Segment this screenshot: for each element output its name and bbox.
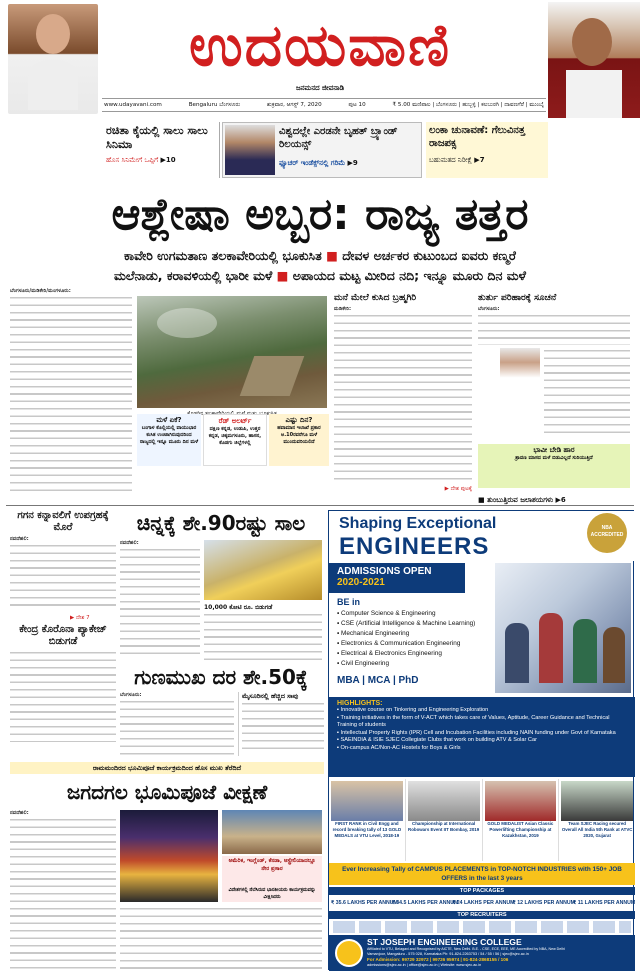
quote-title: ಭಾವೀ ಬೇಡಿ ಹಾರ (533, 446, 575, 454)
students-photo (495, 563, 631, 693)
recovery-rate-article (120, 692, 234, 756)
admissions-banner (329, 563, 465, 593)
edition-date: ಶುಕ್ರವಾರ, ಆಗಸ್ಟ್ 7, 2020 (266, 102, 322, 108)
highlight-item: ▪ Innovative course on Tinkering and Engineering Exploration (337, 707, 489, 713)
be-label: BE in (337, 597, 361, 607)
relief-story[interactable] (478, 292, 630, 498)
highlights-title: HIGHLIGHTS: (337, 700, 383, 707)
why-rain-box (137, 414, 201, 466)
achievement-photo (331, 781, 403, 821)
lead-byline: ಬೆಂಗಳೂರು/ಮಡಿಕೇರಿ/ಮಂಗಳೂರು: (10, 288, 71, 294)
recruiters-title: TOP RECRUITERS (329, 911, 635, 919)
teaser-rachita[interactable] (102, 122, 220, 178)
package-item: ₹ 11 LAKHS PER ANNUM (573, 900, 636, 906)
teaser-page: ▶10 (160, 156, 176, 164)
course-item: ▪ Mechanical Engineering (337, 630, 410, 637)
quote-box (478, 444, 630, 488)
placements-banner: Ever Increasing Tally of CAMPUS PLACEMENTS in TOP-NOTCH INDUSTRIES with 150+ JOB OFFERS in the last 3 years (329, 863, 635, 885)
dateline-bar (102, 98, 546, 112)
college-affiliation: Affiliated to VTU, Belagavi and Recognised by AICTE, New Delhi. B.E. - CSE, ECE, EEE, ME Accredited by NBA, New Delhi (367, 947, 565, 951)
story-byline: ನವದೆಹಲಿ: (120, 540, 139, 546)
college-footer (329, 935, 635, 971)
highlight-item: ▪ SAEINDIA & ISIE SJEC Collegiate Clubs that work on building ATV & Solar Car (337, 737, 537, 744)
price-editions: ₹ 5.00 ಮಣಿಪಾಲ | ಬೆಂಗಳೂರು | ಹುಬ್ಬಳ್ಳಿ | ಕಲಬುರಗಿ | ದಾವಣಗೆರೆ | ಮುಂಬೈ (392, 102, 544, 108)
story-byline: ನವದೆಹಲಿ: (10, 536, 29, 542)
college-name: ST JOSEPH ENGINEERING COLLEGE (367, 937, 522, 947)
ad-header (329, 511, 635, 561)
gold-loan-article (120, 540, 200, 660)
actress-photo (8, 4, 98, 114)
recruiter-logos (333, 921, 631, 933)
temple-headline[interactable]: ಜಗದಗಲ ಭೂಮಿಪೂಜೆ ವೀಕ್ಷಣೆ (66, 780, 268, 804)
edition-city: Bengaluru ಬೆಂಗಳೂರು (188, 102, 241, 108)
more-link[interactable]: ▶ ದೇಶ 7 (70, 615, 90, 621)
achievement-photo (485, 781, 557, 821)
achievement-card (559, 779, 635, 861)
box-text: ದಕ್ಷಿಣ ಕನ್ನಡ, ಉಡುಪಿ, ಉತ್ತರ ಕನ್ನಡ, ಚಿಕ್ಕಮಗಳೂರು, ಹಾಸನ, ಕೊಡಗು ಜಿಲ್ಲೆಗಳಲ್ಲಿ (208, 426, 262, 446)
gold-loan-headline[interactable]: ಚಿನ್ನಕ್ಕೆ ಶೇ.90ರಷ್ಟು ಸಾಲ (136, 511, 306, 535)
teaser-sub: ಫ್ಯೂಚರ್ ಇಂಡೆಕ್ಸ್‌ನಲ್ಲಿ ಗರಿಮೆ (279, 159, 346, 167)
recovery-rate-headline[interactable]: ಗುಣಮುಖ ದರ ಶೇ.50ಕ್ಕೆ (134, 665, 308, 689)
more-link[interactable]: ▶ ದೇಶ ಪುಟಕ್ಕೆ (444, 486, 472, 492)
quote-text: ಶ್ರಾವಣ ಮಾಸದ ಮಳೆ ಬಿಡುವಿಲ್ಲದೆ ಸುರಿಯುತ್ತಿದೆ (515, 455, 593, 461)
temple-kicker: ರಾಮಮಂದಿರದ ಭೂಮಿಪೂಜೆ ಕಾರ್ಯಕ್ರಮದಿಂದ ಹೊಸ ಮುಖ ತೆರೆದಿದೆ (10, 762, 324, 774)
page-count: ಪುಟ 10 (348, 102, 366, 108)
course-item: ▪ CSE (Artificial Intelligence & Machine Learning) (337, 620, 476, 627)
packages-title: TOP PACKAGES (329, 887, 635, 895)
achievement-text: FIRST RANK in Civil Engg and record breaking tally of 13 GOLD MEDALS at VTU Level, 2018-19 (332, 821, 402, 838)
teaser-title: ಲಂಕಾ ಚುನಾವಣೆ: ಗೆಲುವಿನತ್ತ ರಾಜಪಕ್ಸ (429, 125, 526, 149)
teaser-sub: ಬಹುಮತದ ನಿರೀಕ್ಷೆ (429, 156, 473, 164)
ambani-photo (225, 125, 275, 175)
brahmagiri-story[interactable] (334, 292, 472, 498)
lead-photo (137, 296, 327, 408)
teaser-strip (0, 118, 640, 180)
times-square-photo (120, 810, 218, 902)
achievement-photo (561, 781, 633, 821)
achievement-card (329, 779, 406, 861)
achievements-row (329, 779, 635, 861)
lead-headline[interactable]: ಆಶ್ಲೇಷಾ ಅಬ್ಬರ: ರಾಜ್ಯ ತತ್ತರ (111, 189, 529, 240)
gold-coins-photo (204, 540, 322, 600)
site-url[interactable]: www.udayavani.com (104, 102, 162, 108)
highlight-item: ▪ Intellectual Property Rights (IPR) Cell and Incubation Facilities including NAIN funding under Govt of Karnataka (337, 729, 616, 736)
packages-row (331, 896, 636, 910)
lead-deck-2: ಮಲೆನಾಡು, ಕರಾವಳಿಯಲ್ಲಿ ಭಾರೀ ಮಳೆ ■ ಅಪಾಯದ ಮಟ್ಟ ಮೀರಿದ ನದಿ; ಇನ್ನೂ ಮೂರು ದಿನ ಮಳೆ (114, 268, 526, 283)
politician-photo (548, 2, 640, 118)
how-long-box (269, 414, 329, 466)
story-title: ಮನೆ ಮೇಲೆ ಕುಸಿದ ಬ್ರಹ್ಮಗಿರಿ (334, 293, 417, 303)
lead-deck-1: ಕಾವೇರಿ ಉಗಮತಾಣ ತಲಕಾವೇರಿಯಲ್ಲಿ ಭೂಕುಸಿತ ■ ದೇವಳ ಅರ್ಚಕರ ಕುಟುಂಬದ ಐವರು ಕಣ್ಮರೆ (124, 248, 516, 263)
college-address: Vamanjoor, Mangaluru - 575 028, Karnataka Ph: 91-824-2263753 / 54 / 55 / 56 | sjec@sjec.ac.in (367, 952, 529, 956)
achievement-photo (408, 781, 480, 821)
college-email[interactable]: admissions@sjec.ac.in | office@sjec.ac.in | Website: www.sjec.ac.in (367, 963, 482, 967)
teaser-sub: ಹೊಸ ಸಿನಿಮೇಗೆ ಒಪ್ಪಿಗೆ (106, 156, 159, 164)
teaser-reliance[interactable] (222, 122, 422, 178)
ad-headline-1: Shaping Exceptional (339, 515, 497, 532)
achievement-text: GOLD MEDALIST Asian Classic Powerlifting Championship at Kazakhstan, 2019 (487, 821, 554, 838)
lead-article-column-1 (10, 288, 132, 498)
box-text: ಹವಾಮಾನ ಇಲಾಖೆ ಪ್ರಕಾರ ಆ.10ರವರೆಗೂ ಮಳೆ ಮುಂದುವರಿಯಲಿದೆ (277, 425, 321, 445)
masthead (0, 0, 640, 118)
masthead-logo[interactable]: ಉದಯವಾಣಿ (188, 11, 452, 79)
course-list (337, 609, 487, 669)
story-byline: ನವದೆಹಲಿ: (10, 810, 29, 816)
achievement-text: Team SJEC Racing secured Overall All India 5th Rank at ATVC 2020, Gujarat (561, 821, 633, 838)
teaser-lanka[interactable] (426, 122, 548, 178)
package-item: ₹ 35.6 LAKHS PER ANNUM (331, 900, 398, 906)
pg-courses: MBA | MCA | PhD (337, 675, 419, 686)
course-item: ▪ Civil Engineering (337, 660, 390, 667)
box-text: ವಿದೇಶಗಳಲ್ಲಿ ನೆಲೆಸಿರುವ ಭಾರತೀಯರು ಕಾರ್ಯಕ್ರಮವನ್ನು ವೀಕ್ಷಿಸಿದರು (228, 888, 316, 900)
box-title: ಮಳೆ ಏಕೆ? (156, 416, 182, 424)
highlight-item: ▪ Training initiatives in the form of V-ACT which takes care of Values, Aptitude, Career Guidance and Technical Training of students (337, 714, 610, 729)
achievement-card (483, 779, 560, 861)
admissions-year: 2020-2021 (337, 577, 385, 588)
package-item: ₹ 24 LAKHS PER ANNUM (452, 900, 515, 906)
temple-article (10, 810, 116, 970)
box-text: ಬಂಗಾಳ ಕೊಲ್ಲಿಯಲ್ಲಿ ವಾಯುಭಾರ ಕುಸಿತ ಉಂಟಾಗಿರುವುದರಿಂದ ರಾಜ್ಯದಲ್ಲಿ ಇನ್ನೂ ಮೂರು ದಿನ ಮಳೆ (139, 425, 199, 445)
college-contact: For Admission: 99729 32972 | 99726 95974 | 91-824-2868155 / 106 (367, 957, 509, 962)
nba-badge: NBA ACCREDITED (587, 513, 627, 553)
course-item: ▪ Electronics & Communication Engineering (337, 640, 461, 647)
masthead-tagline: ಜನಮನದ ಜೀವನಾಡಿ (295, 84, 345, 92)
mysuru-deaths-box (238, 692, 324, 756)
highlight-item: ▪ On-campus AC/Non-AC Hostels for Boys & Girls (337, 744, 461, 751)
course-item: ▪ Electrical & Electronics Engineering (337, 650, 442, 657)
box-title: ಮೈಸೂರಿನಲ್ಲಿ ಹೆಚ್ಚಿದ ಸಾವು (242, 692, 299, 700)
lead-photo-caption: ಭೂಕುಸಿತ (259, 411, 277, 417)
temple-photo-2 (222, 810, 322, 854)
package-item: ₹ 34.5 LAKHS PER ANNUM (391, 900, 459, 906)
red-alert-box (203, 414, 267, 466)
highlights-box (329, 697, 635, 777)
story-title: ತುರ್ತು ಪರಿಹಾರಕ್ಕೆ ಸೂಚನೆ (478, 293, 557, 303)
story-byline: ಬೆಂಗಳೂರು: (478, 306, 500, 312)
broadcast-box (222, 856, 322, 902)
teaser-page: ▶7 (474, 156, 485, 164)
story-title: ಕೇಂದ್ರ ಕೊರೊನಾ ಪ್ಯಾಕೇಜ್ ಬಿಡುಗಡೆ (19, 624, 107, 647)
teaser-title: ರಚಿತಾ ಕೈಯಲ್ಲಿ ಸಾಲು ಸಾಲು ಸಿನಿಮಾ (106, 124, 208, 151)
reservoirs-link[interactable]: ■ ತುಂಬುತ್ತಿರುವ ಜಲಾಶಯಗಳು ▶6 (478, 496, 566, 504)
corona-package-story[interactable] (10, 624, 116, 744)
course-item: ▪ Computer Science & Engineering (337, 610, 436, 617)
package-item: ₹ 12 LAKHS PER ANNUM (512, 900, 575, 906)
achievement-text: Championship at International Robowars Event IIT Bombay, 2019 (408, 821, 480, 832)
teaser-title: ವಿಶ್ವದಲ್ಲೇ ಎರಡನೇ ಬೃಹತ್ ಬ್ರ್ಯಾಂಡ್ ರಿಲಯನ್ಸ್ (279, 126, 398, 150)
teaser-page: ▶9 (347, 159, 358, 167)
satellite-story[interactable] (10, 510, 116, 610)
story-title: ಗಗನ ಕನ್ನಾವಲಿಗೆ ಉಪಗ್ರಹಕ್ಕೆ ಮೊರೆ (17, 510, 109, 533)
ad-headline-2: ENGINEERS (339, 533, 490, 560)
cm-photo (500, 348, 540, 396)
box-title: ಅಮೆರಿಕ, ಇಂಗ್ಲೆಂಡ್, ಕೆನಡಾ, ಆಸ್ಟ್ರೇಲಿಯಾದಲ್ಲೂ ನೇರ ಪ್ರಸಾರ (228, 858, 316, 872)
achievement-card (406, 779, 483, 861)
box-title: ಎಷ್ಟು ದಿನ? (285, 416, 313, 424)
story-byline: ಬೆಂಗಳೂರು: (120, 692, 142, 698)
admissions-label: ADMISSIONS OPEN (337, 566, 432, 577)
gold-loan-subhead: 10,000 ಕೋಟಿ ರೂ. ಬಿಡುಗಡೆ (204, 604, 273, 611)
story-byline: ಮಡಿಕೇರಿ: (334, 306, 352, 312)
sjec-advertisement[interactable] (328, 510, 634, 970)
box-title: ರೆಡ್ ಅಲರ್ಟ್ (218, 417, 252, 425)
college-logo-icon (335, 939, 363, 967)
